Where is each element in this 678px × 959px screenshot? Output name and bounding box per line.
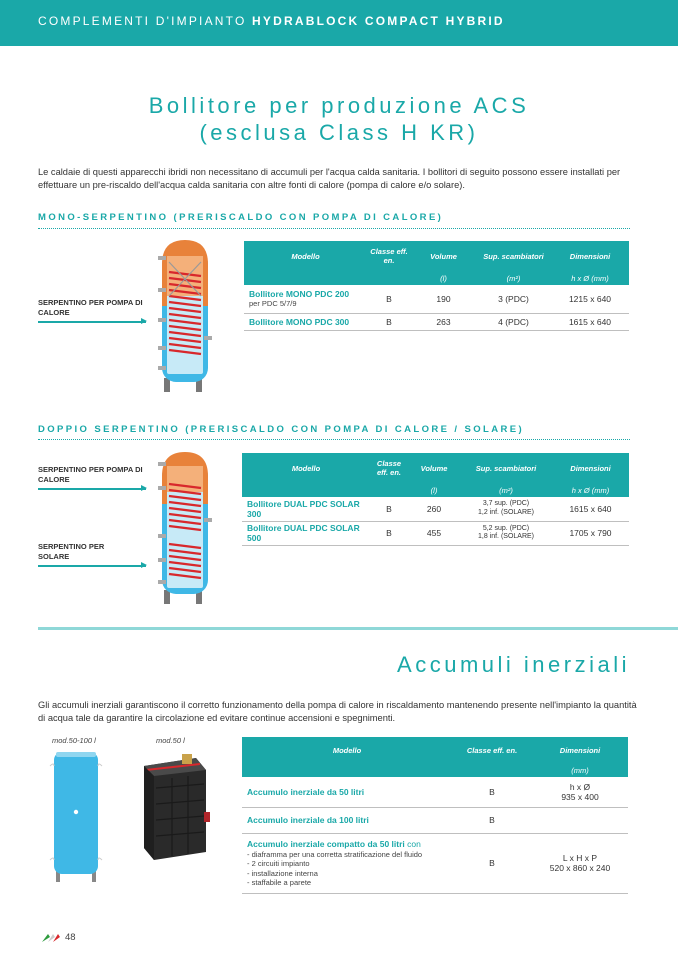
brand-logo-icon (40, 930, 62, 944)
col-volume: Volume (411, 241, 476, 271)
col-modello: Modello (244, 241, 367, 271)
section-title-accumuli: Accumuli inerziali (397, 652, 630, 677)
dual-coil-arrow-top (38, 488, 146, 490)
mod-label-2: mod.50 l (156, 736, 185, 745)
mod-label-1: mod.50-100 l (52, 736, 96, 745)
compact-features: - diaframma per una corretta stratificazione del fluido - 2 circuiti impianto - installazione interna - staffabile a parete (247, 849, 423, 887)
page-number: 48 (65, 932, 76, 943)
mono-divider (38, 228, 630, 229)
section-title-line2: (esclusa Class H KR) (199, 120, 479, 145)
dual-boiler-illustration (150, 448, 220, 606)
section-title-boiler (0, 92, 678, 146)
dual-coil-arrow-bottom (38, 565, 146, 567)
dual-table: Modello Classe eff. en. Volume Sup. scambiatori Dimensioni (l) (m²) h x Ø (mm) Bollitore DUAL PDC SOLAR 300 B 260 3,7 sup. (PDC) 1,2 inf. (SOLARE) 1615 x 640 Bollitore DUAL PDC SOLAR 500 B 455 5,2 sup. (PDC) 1,8 inf. (SOLARE) 1705 x 790 (242, 453, 629, 546)
mono-heading: MONO-SERPENTINO (PRERISCALDO CON POMPA DI CALORE) (38, 212, 444, 223)
dual-divider (38, 439, 630, 440)
header-title (38, 14, 505, 28)
col-dimensioni: Dimensioni (551, 241, 629, 271)
table-row: Bollitore MONO PDC 300 B 263 4 (PDC) 1615 x 640 (244, 313, 629, 330)
mono-table (244, 241, 629, 331)
table-row: Accumulo inerziale da 50 litri B h x Ø 935 x 400 (242, 777, 628, 807)
unit-dim: h x Ø (mm) (551, 271, 629, 285)
compact-buffer-illustration (134, 752, 214, 864)
table-row: Bollitore MONO PDC 200 per PDC 5/7/9 B 190 3 (PDC) 1215 x 640 (244, 285, 629, 313)
unit-volume: (l) (411, 271, 476, 285)
accumuli-intro: Gli accumuli inerziali garantiscono il corretto funzionamento della pompa di calore in riscaldamento mantenendo presente nell'impianto la quantità di acqua tale da garantire la circolazione ed evitare continue accensioni e spegnimenti. (38, 700, 637, 723)
accumuli-table: Modello Classe eff. en. Dimensioni (mm) Accumulo inerziale da 50 litri B h x Ø 935 x 400 Accumulo inerziale da 100 litri B Accumulo inerziale compatto da 50 litri con - diaframma per una corretta stratificazione del fluido - 2 circuiti impianto - installazione interna - staffabile a parete B L x H x P 520 x 860 x 240 (242, 737, 628, 894)
mono-coil-label: SERPENTINO PER POMPA DI CALORE (38, 298, 143, 317)
boiler-intro: Le caldaie di questi apparecchi ibridi non necessitano di accumuli per l'acqua calda sanitaria. I bollitori di seguito possono essere installati per effettuare un pre-riscaldo dell'acqua calda sanitaria con altre fonti di calore (pompa di calore e/o solare). (38, 167, 621, 190)
header-prefix: COMPLEMENTI D'IMPIANTO (38, 14, 247, 28)
section-separator (38, 627, 678, 630)
table-row: Accumulo inerziale compatto da 50 litri con - diaframma per una corretta stratificazione del fluido - 2 circuiti impianto - installazione interna - staffabile a parete B L x H x P 520 x 860 x 240 (242, 833, 628, 893)
col-classe: Classe eff. en. (367, 241, 411, 271)
dual-heading: DOPPIO SERPENTINO (PRERISCALDO CON POMPA DI CALORE / SOLARE) (38, 424, 525, 435)
dual-coil-label-top: SERPENTINO PER POMPA DI CALORE (38, 465, 143, 484)
table-row: Bollitore DUAL PDC SOLAR 300 B 260 3,7 sup. (PDC) 1,2 inf. (SOLARE) 1615 x 640 (242, 497, 629, 521)
col-sup: Sup. scambiatori (476, 241, 551, 271)
table-row: Bollitore DUAL PDC SOLAR 500 B 455 5,2 sup. (PDC) 1,8 inf. (SOLARE) 1705 x 790 (242, 521, 629, 545)
mono-boiler-illustration (150, 236, 220, 394)
dual-coil-label-bottom: SERPENTINO PER SOLARE (38, 542, 105, 561)
header-product: HYDRABLOCK COMPACT HYBRID (252, 14, 505, 28)
model-cell: Bollitore MONO PDC 200 per PDC 5/7/9 (244, 285, 367, 313)
unit-sup: (m²) (476, 271, 551, 285)
buffer-tank-illustration (48, 748, 104, 884)
section-title-line1: Bollitore per produzione ACS (148, 93, 530, 118)
mono-coil-arrow (38, 321, 146, 323)
table-row: Accumulo inerziale da 100 litri B (242, 807, 628, 833)
